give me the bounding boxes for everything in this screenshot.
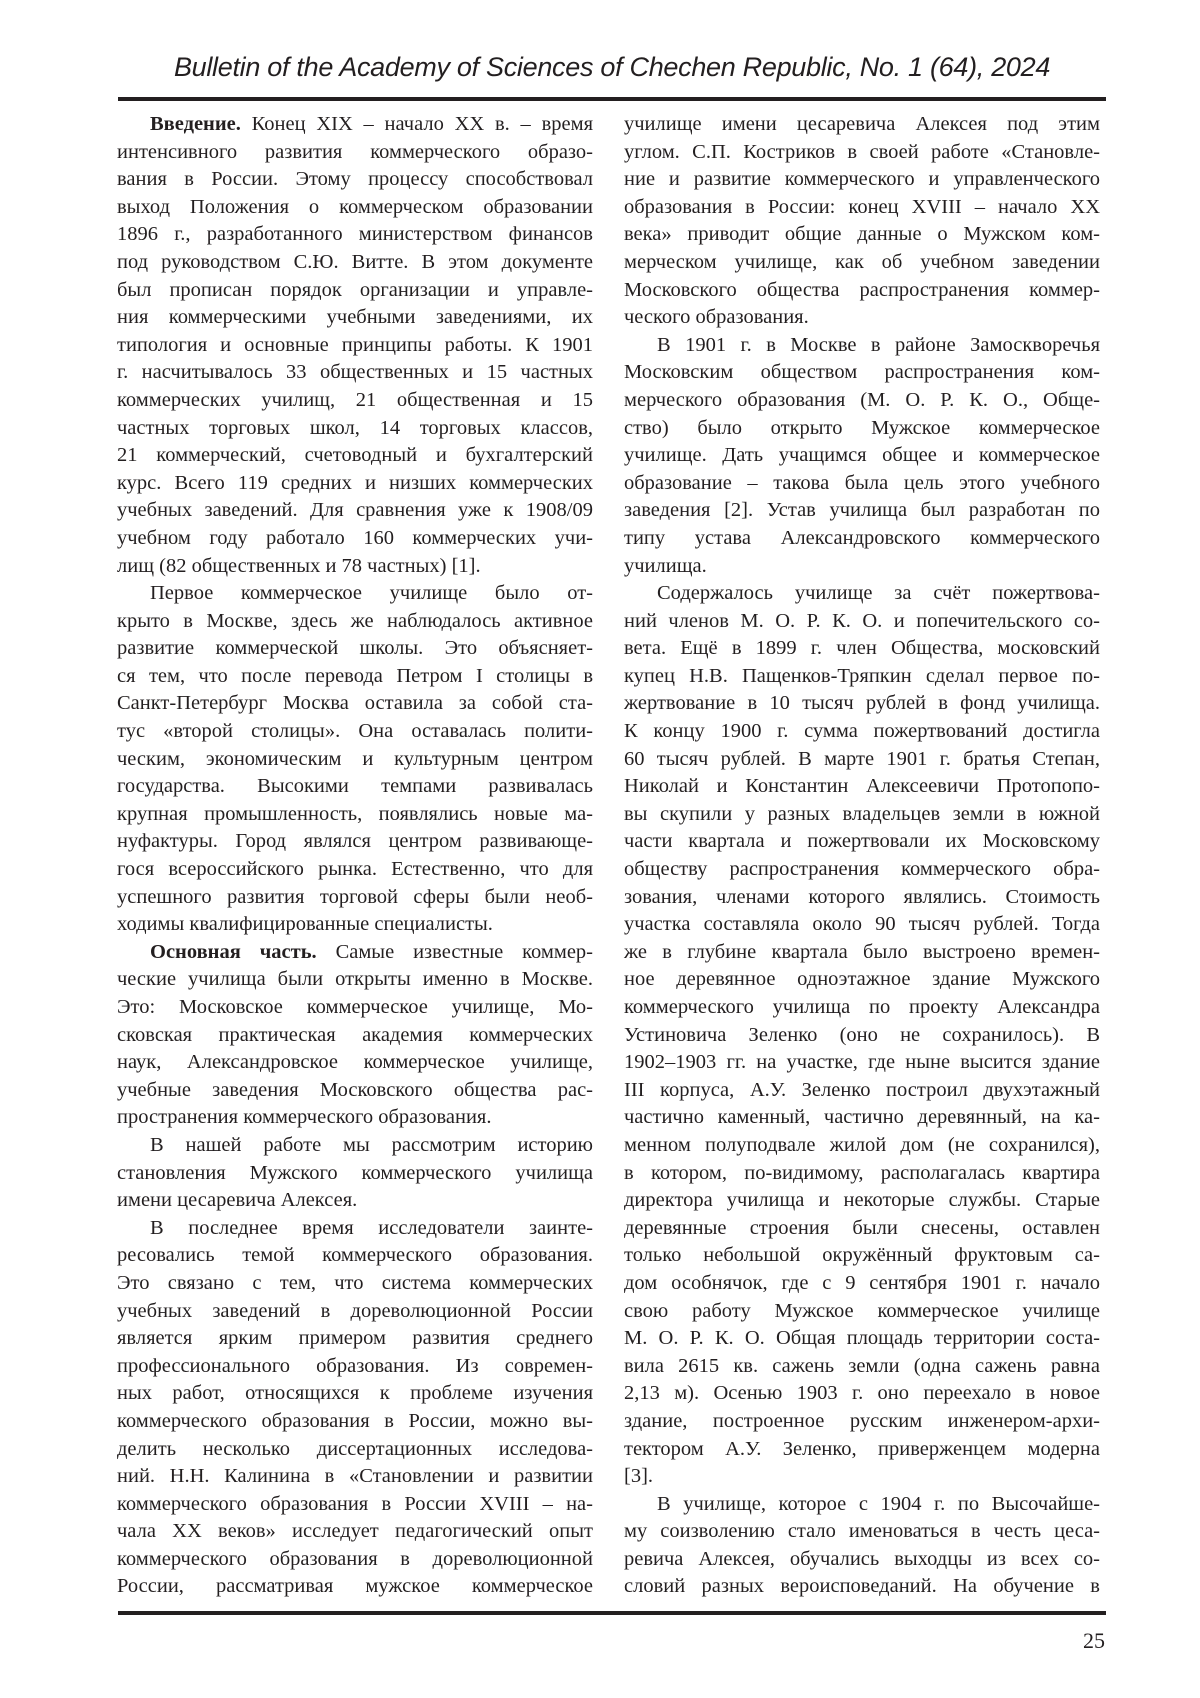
text-line (624, 1022, 1100, 1050)
line-text: наук, Александровское коммерческое училище, (117, 1051, 593, 1073)
text-line (624, 1408, 1100, 1436)
line-text: В нашей работе мы рассмотрим историю (150, 1134, 593, 1156)
line-text: училище имени цесаревича Алексея под этим (624, 113, 1100, 135)
line-text: учебные заведения Московского общества рас- (117, 1079, 593, 1101)
line-text: чала XX веков» исследует педагогический опыт (117, 1520, 593, 1542)
text-line (117, 608, 593, 636)
line-text: коммерческого образования в дореволюционной (117, 1548, 593, 1570)
text-line (624, 1518, 1100, 1546)
line-text: III корпуса, А.У. Зеленко построил двухэтажный (624, 1079, 1100, 1101)
line-text: частных торговых школ, 14 торговых классов, (117, 417, 593, 439)
text-line (624, 553, 1100, 581)
line-text: В училище, которое с 1904 г. по Высочайше- (657, 1493, 1100, 1515)
text-line (117, 1270, 593, 1298)
text-line (117, 497, 593, 525)
text-line (624, 387, 1100, 415)
text-line (624, 304, 1100, 332)
line-text: типология и основные принципы работы. К 1901 (117, 334, 593, 356)
text-line (117, 470, 593, 498)
text-line (624, 856, 1100, 884)
line-text: Московским обществом распространения ком- (624, 361, 1100, 383)
line-text: Первое коммерческое училище было от- (150, 582, 593, 604)
line-text: гося всероссийского рынка. Естественно, что для (117, 858, 593, 880)
text-line (624, 884, 1100, 912)
text-line (117, 1353, 593, 1381)
text-line (624, 221, 1100, 249)
line-text: жертвование в 10 тысяч рублей в фонд училища. (624, 692, 1100, 714)
line-text: дом особнячок, где с 9 сентября 1901 г. начало (624, 1272, 1100, 1294)
text-line (117, 773, 593, 801)
text-line (117, 1408, 593, 1436)
text-line (624, 1463, 1100, 1491)
line-text: типу устава Александровского коммерческого (624, 527, 1100, 549)
line-text: ное деревянное одноэтажное здание Мужского (624, 968, 1100, 990)
text-line (117, 1546, 593, 1574)
line-text: ний. Н.Н. Калинина в «Становлении и развитии (117, 1465, 593, 1487)
line-text: ческие училища были открыты именно в Москве. (117, 968, 593, 990)
line-text: мерческом училище, как об учебном заведении (624, 251, 1100, 273)
text-line (117, 1325, 593, 1353)
text-line (117, 359, 593, 387)
text-line (624, 194, 1100, 222)
text-line (624, 1187, 1100, 1215)
line-text: 2,13 м). Осенью 1903 г. оно переехало в новое (624, 1382, 1100, 1404)
text-line (117, 553, 593, 581)
line-text: В 1901 г. в Москве в районе Замоскворечья (657, 334, 1100, 356)
text-line (117, 856, 593, 884)
line-text: ревича Алексея, обучались выходцы из всех со- (624, 1548, 1100, 1570)
line-text: мерческого образования (М. О. Р. К. О., Обще- (624, 389, 1100, 411)
line-text: развитие коммерческой школы. Это объясняет- (117, 637, 593, 659)
text-line (624, 966, 1100, 994)
line-text: учебных заведений. Для сравнения уже к 1908/09 (117, 499, 593, 521)
line-text: под руководством С.Ю. Витте. В этом документе (117, 251, 593, 273)
line-text: углом. С.П. Костриков в своей работе «Становле- (624, 141, 1100, 163)
text-column-left (117, 111, 593, 1601)
line-text: курс. Всего 119 средних и низших коммерческих (117, 472, 593, 494)
text-line (117, 635, 593, 663)
text-line (624, 470, 1100, 498)
line-text: сковская практическая академия коммерческих (117, 1024, 593, 1046)
line-text: словий разных вероисповеданий. На обучение в (624, 1575, 1100, 1597)
text-line (624, 359, 1100, 387)
text-line (624, 1242, 1100, 1270)
line-text: обществу распространения коммерческого обра- (624, 858, 1100, 880)
text-line (624, 442, 1100, 470)
line-text: Устиновича Зеленко (оно не сохранилось). В (624, 1024, 1100, 1046)
header-rule (118, 97, 1106, 101)
text-line (624, 1077, 1100, 1105)
line-text: менном полуподвале жилой дом (не сохранился), (624, 1134, 1100, 1156)
text-line (624, 1160, 1100, 1188)
line-text: 60 тысяч рублей. В марте 1901 г. братья Степан, (624, 748, 1100, 770)
line-text: крыто в Москве, здесь же наблюдалось активное (117, 610, 593, 632)
line-text: заведения [2]. Устав училища был разработан по (624, 499, 1100, 521)
line-text: вания в России. Этому процессу способствовал (117, 168, 593, 190)
text-line (624, 580, 1100, 608)
line-text: купец Н.В. Пащенков-Тряпкин сделал первое по- (624, 665, 1100, 687)
text-line (624, 415, 1100, 443)
section-heading: Введение. (150, 113, 241, 135)
text-line (117, 111, 593, 139)
text-line (117, 1298, 593, 1326)
text-line (117, 1242, 593, 1270)
line-text: становления Мужского коммерческого училища (117, 1162, 593, 1184)
line-text: государства. Высокими темпами развивалась (117, 775, 593, 797)
text-line (117, 1160, 593, 1188)
text-line (117, 1436, 593, 1464)
text-line (117, 718, 593, 746)
text-line (624, 828, 1100, 856)
text-line (117, 966, 593, 994)
line-text: части квартала и пожертвовали их Московскому (624, 830, 1100, 852)
footer-rule (118, 1611, 1106, 1615)
section-heading: Основная часть. (150, 941, 317, 963)
line-text: только небольшой окружённый фруктовым са- (624, 1244, 1100, 1266)
line-text: К концу 1900 г. сумма пожертвований достигла (624, 720, 1100, 742)
text-line (624, 1104, 1100, 1132)
text-line (117, 746, 593, 774)
text-line (624, 111, 1100, 139)
line-text: Конец XIX – начало XX в. – время (241, 113, 593, 135)
text-line (624, 332, 1100, 360)
line-text: профессионального образования. Из современ- (117, 1355, 593, 1377)
line-text: ний членов М. О. Р. К. О. и попечительского со- (624, 610, 1100, 632)
line-text: М. О. Р. К. О. Общая площадь территории соста- (624, 1327, 1100, 1349)
line-text: образования в России: конец XVIII – начало XX (624, 196, 1100, 218)
line-text: имени цесаревича Алексея. (117, 1189, 357, 1211)
text-line (117, 663, 593, 691)
line-text: был прописан порядок организации и управле- (117, 279, 593, 301)
line-text: участка составляла около 90 тысяч рублей. Тогда (624, 913, 1100, 935)
line-text: Содержалось училище за счёт пожертвова- (657, 582, 1100, 604)
line-text: коммерческих училищ, 21 общественная и 15 (117, 389, 593, 411)
text-line (117, 1573, 593, 1601)
text-line (624, 1049, 1100, 1077)
line-text: ных работ, относящихся к проблеме изучения (117, 1382, 593, 1404)
text-line (117, 1463, 593, 1491)
line-text: училище. Дать учащимся общее и коммерческое (624, 444, 1100, 466)
line-text: Санкт-Петербург Москва оставила за собой ста- (117, 692, 593, 714)
text-line (624, 1132, 1100, 1160)
text-line (117, 1380, 593, 1408)
line-text: России, рассматривая мужское коммерческое (117, 1575, 593, 1597)
text-line (117, 249, 593, 277)
text-line (117, 1187, 593, 1215)
line-text: Николай и Константин Алексеевичи Протопопо- (624, 775, 1100, 797)
text-line (117, 387, 593, 415)
text-line (624, 497, 1100, 525)
line-text: ния коммерческими учебными заведениями, их (117, 306, 593, 328)
line-text: коммерческого образования в России, можно вы- (117, 1410, 593, 1432)
text-line (117, 332, 593, 360)
line-text: здание, построенное русским инженером-архи- (624, 1410, 1100, 1432)
line-text: вета. Ещё в 1899 г. член Общества, московский (624, 637, 1100, 659)
text-line (117, 304, 593, 332)
text-line (624, 1270, 1100, 1298)
text-line (117, 415, 593, 443)
text-line (117, 690, 593, 718)
line-text: ресовались темой коммерческого образования. (117, 1244, 593, 1266)
text-line (624, 635, 1100, 663)
line-text: ходимы квалифицированные специалисты. (117, 913, 493, 935)
text-line (624, 1325, 1100, 1353)
line-text: тус «второй столицы». Она оставалась полити- (117, 720, 593, 742)
text-line (117, 1215, 593, 1243)
line-text: г. насчитывалось 33 общественных и 15 частных (117, 361, 593, 383)
text-line (624, 801, 1100, 829)
line-text: 1902–1903 гг. на участке, где ныне высится здание (624, 1051, 1100, 1073)
line-text: века» приводит общие данные о Мужском ком- (624, 223, 1100, 245)
text-line (624, 1298, 1100, 1326)
text-line (117, 1518, 593, 1546)
line-text: выход Положения о коммерческом образовании (117, 196, 593, 218)
text-line (624, 939, 1100, 967)
text-line (624, 608, 1100, 636)
text-line (624, 249, 1100, 277)
text-line (117, 166, 593, 194)
text-line (117, 442, 593, 470)
line-text: в котором, по-видимому, располагалась квартира (624, 1162, 1100, 1184)
line-text: коммерческого образования в России XVIII – на- (117, 1493, 593, 1515)
line-text: Это: Московское коммерческое училище, Мо- (117, 996, 593, 1018)
text-line (117, 939, 593, 967)
text-line (624, 663, 1100, 691)
line-text: успешного развития торговой сферы были необ- (117, 886, 593, 908)
text-line (117, 1491, 593, 1519)
line-text: крупная промышленность, появлялись новые ма- (117, 803, 593, 825)
text-line (117, 1104, 593, 1132)
line-text: делить несколько диссертационных исследова- (117, 1438, 593, 1460)
text-line (117, 1077, 593, 1105)
text-line (624, 525, 1100, 553)
line-text: ся тем, что после перевода Петром I столицы в (117, 665, 593, 687)
line-text: му соизволению стало именоваться в честь цеса- (624, 1520, 1100, 1542)
line-text: директора училища и некоторые службы. Старые (624, 1189, 1100, 1211)
line-text: зования, членами которого являлись. Стоимость (624, 886, 1100, 908)
line-text: 1896 г., разработанного министерством финансов (117, 223, 593, 245)
line-text: В последнее время исследователи заинте- (150, 1217, 593, 1239)
line-text: нуфактуры. Город являлся центром развивающе- (117, 830, 593, 852)
text-line (624, 718, 1100, 746)
line-text: ство) было открыто Мужское коммерческое (624, 417, 1100, 439)
journal-running-header: Bulletin of the Academy of Sciences of Chechen Republic, No. 1 (64), 2024 (118, 52, 1106, 83)
line-text: училища. (624, 555, 707, 577)
line-text: ческого образования. (624, 306, 809, 328)
text-line (624, 690, 1100, 718)
line-text: интенсивного развития коммерческого образо- (117, 141, 593, 163)
text-line (117, 828, 593, 856)
text-line (117, 525, 593, 553)
text-line (624, 1491, 1100, 1519)
text-column-right (624, 111, 1100, 1601)
text-line (624, 1573, 1100, 1601)
line-text: пространения коммерческого образования. (117, 1106, 492, 1128)
line-text: учебном году работало 160 коммерческих учи- (117, 527, 593, 549)
text-line (117, 1022, 593, 1050)
page-number: 25 (1083, 1628, 1105, 1654)
line-text: Самые известные коммер- (317, 941, 593, 963)
text-line (117, 801, 593, 829)
text-line (624, 746, 1100, 774)
line-text: тектором А.У. Зеленко, приверженцем модерна (624, 1438, 1100, 1460)
text-line (624, 911, 1100, 939)
line-text: лищ (82 общественных и 78 частных) [1]. (117, 555, 481, 577)
text-line (117, 580, 593, 608)
text-line (117, 884, 593, 912)
line-text: 21 коммерческий, счетоводный и бухгалтерский (117, 444, 593, 466)
text-line (624, 773, 1100, 801)
line-text: свою работу Мужское коммерческое училище (624, 1300, 1100, 1322)
text-line (117, 194, 593, 222)
line-text: же в глубине квартала было выстроено времен- (624, 941, 1100, 963)
text-line (117, 139, 593, 167)
line-text: Московского общества распространения коммер- (624, 279, 1100, 301)
text-line (117, 277, 593, 305)
line-text: вы скупили у разных владельцев земли в южной (624, 803, 1100, 825)
line-text: [3]. (624, 1465, 653, 1487)
text-line (624, 139, 1100, 167)
text-line (624, 166, 1100, 194)
line-text: Это связано с тем, что система коммерческих (117, 1272, 593, 1294)
text-line (624, 1215, 1100, 1243)
text-line (624, 994, 1100, 1022)
text-line (117, 1132, 593, 1160)
line-text: коммерческого училища по проекту Александра (624, 996, 1100, 1018)
text-line (624, 1546, 1100, 1574)
text-line (624, 1436, 1100, 1464)
line-text: ние и развитие коммерческого и управленческого (624, 168, 1100, 190)
line-text: ческим, экономическим и культурным центром (117, 748, 593, 770)
line-text: вила 2615 кв. сажень земли (одна сажень равна (624, 1355, 1100, 1377)
line-text: деревянные строения были снесены, оставлен (624, 1217, 1100, 1239)
text-line (117, 994, 593, 1022)
line-text: образование – такова была цель этого учебного (624, 472, 1100, 494)
text-line (624, 277, 1100, 305)
text-line (624, 1353, 1100, 1381)
text-line (117, 911, 593, 939)
line-text: частично каменный, частично деревянный, на ка- (624, 1106, 1100, 1128)
text-line (117, 1049, 593, 1077)
line-text: является ярким примером развития среднего (117, 1327, 593, 1349)
text-line (624, 1380, 1100, 1408)
text-line (117, 221, 593, 249)
line-text: учебных заведений в дореволюционной России (117, 1300, 593, 1322)
